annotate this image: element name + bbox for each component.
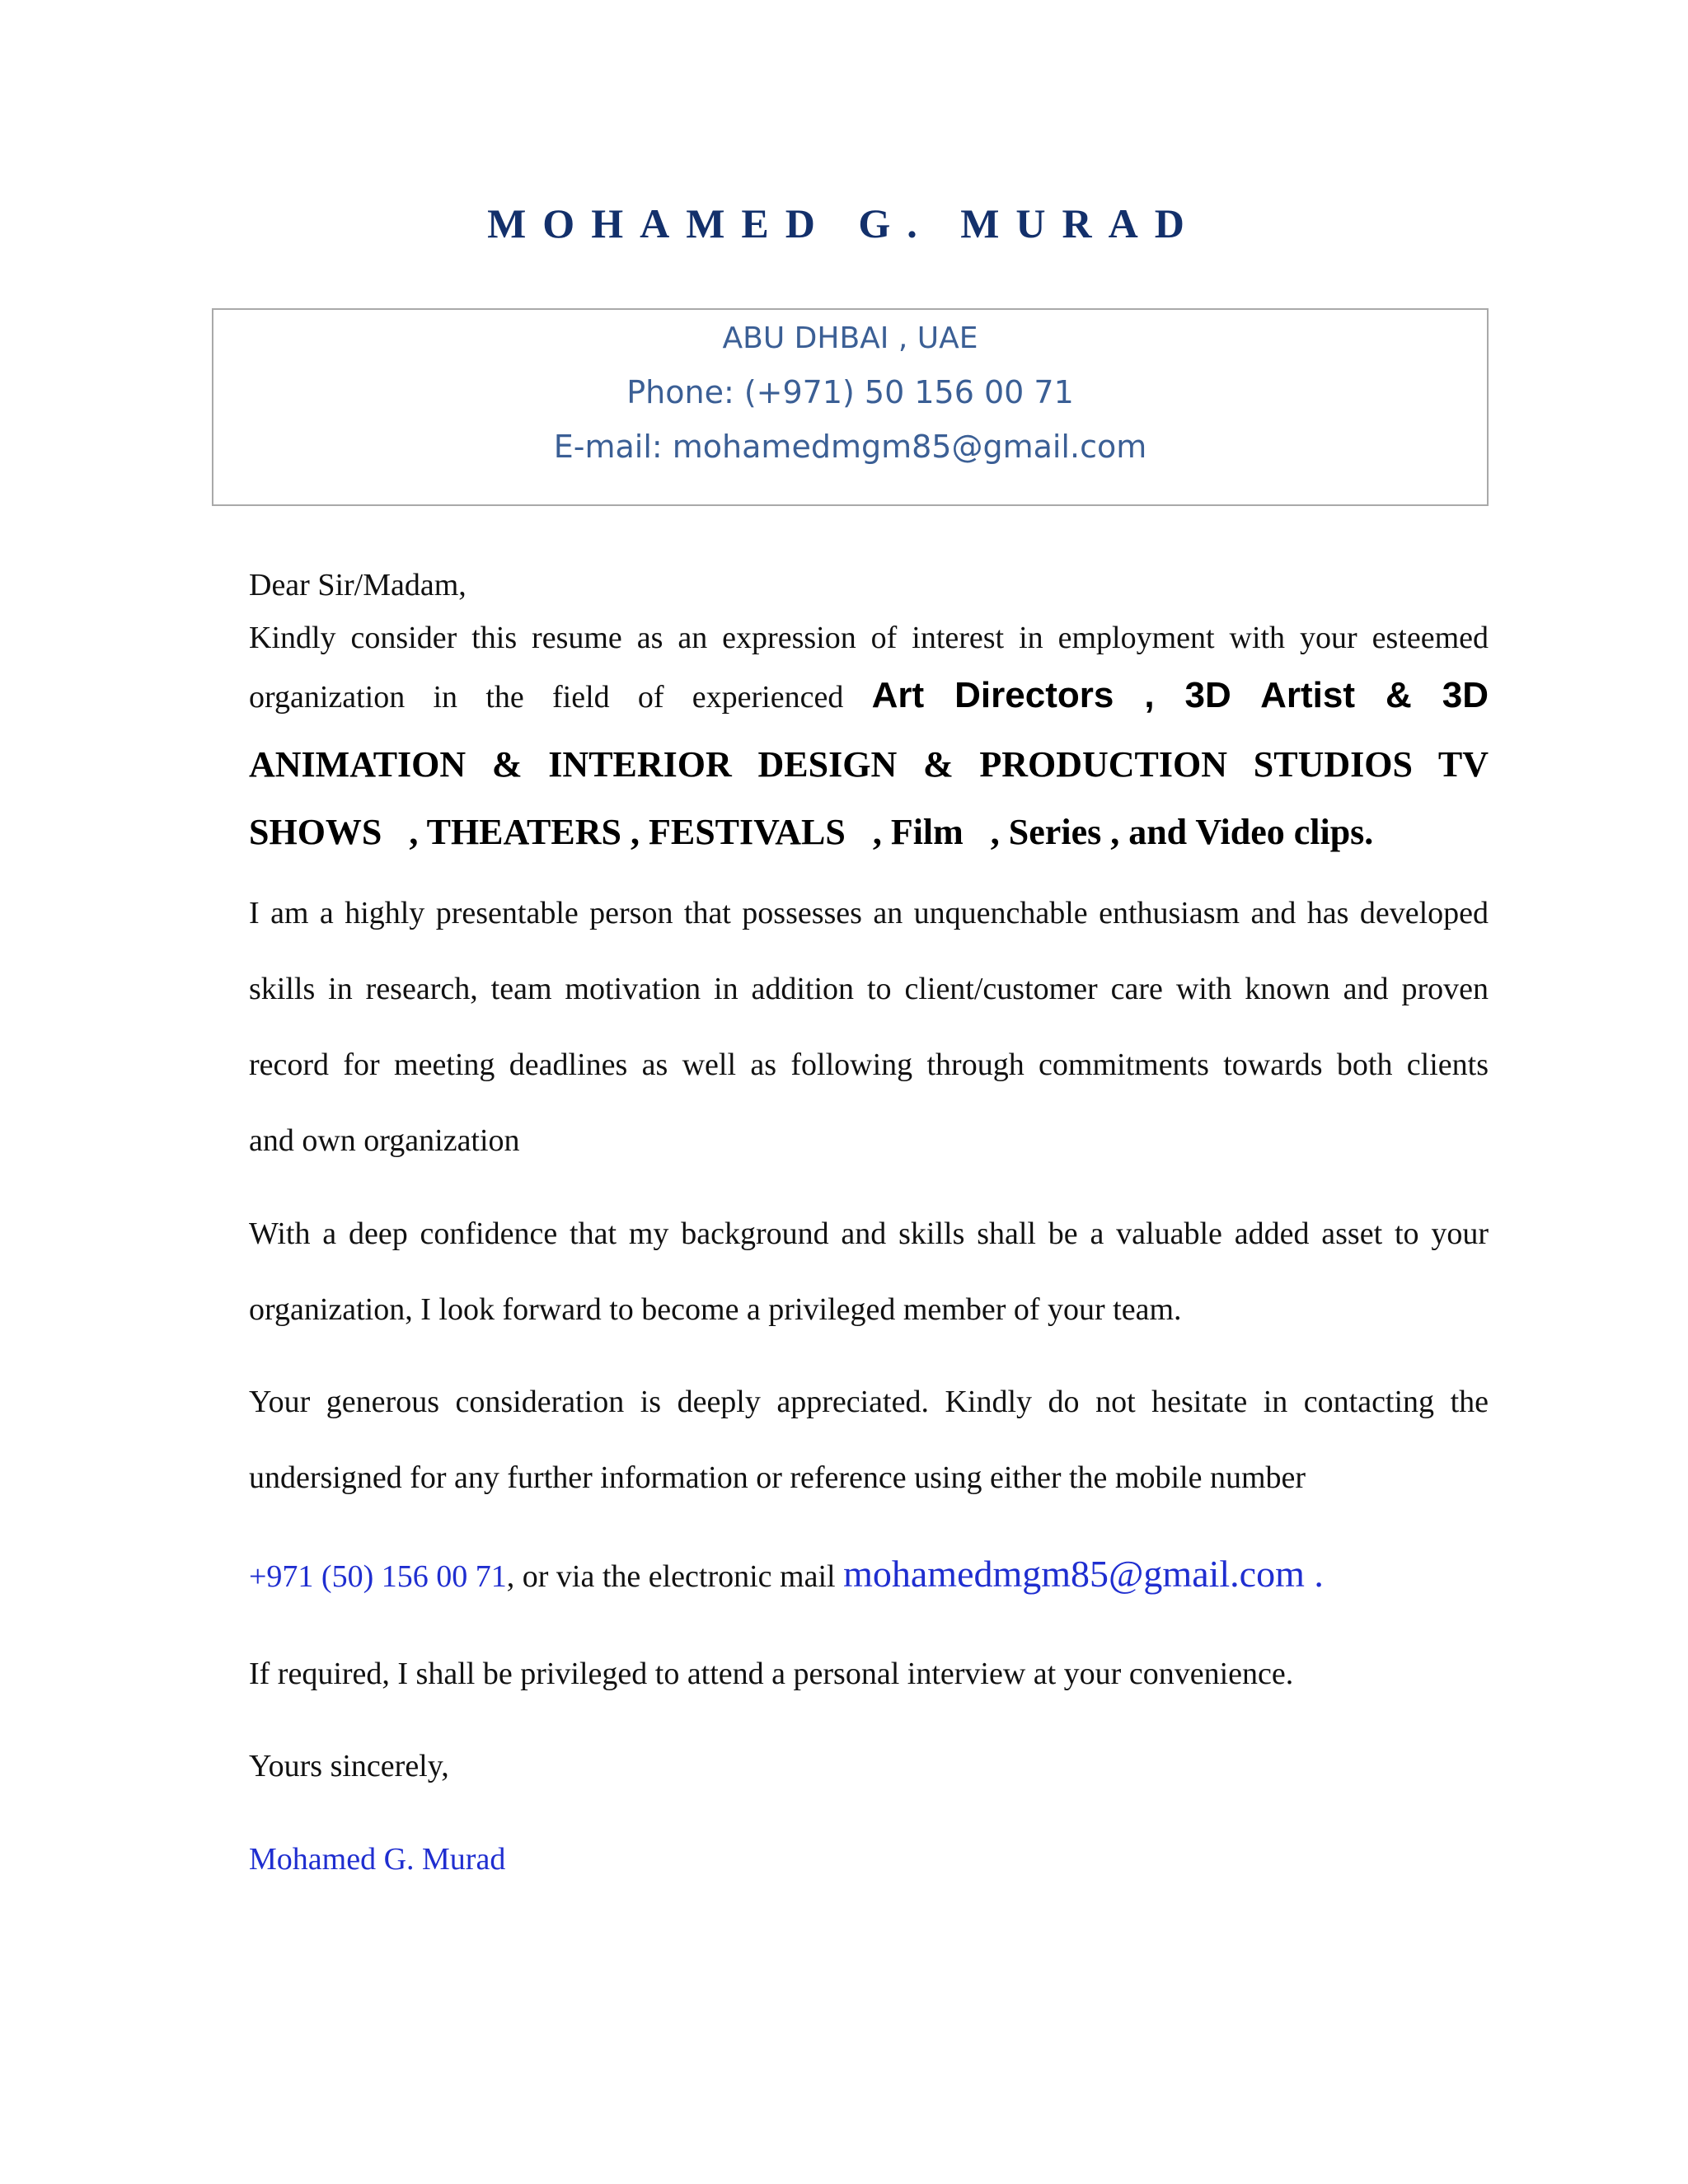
para2-line-1: I am a highly presentable person that possesses an unquenchable enthusiasm and has developed — [249, 896, 1489, 930]
contact-location: ABU DHBAI , UAE — [722, 321, 978, 355]
contact-info-box — [212, 308, 1489, 506]
contact-mid-text: , or via the electronic mail — [506, 1559, 836, 1594]
intro-line-3: ANIMATION & INTERIOR DESIGN & PRODUCTION STUDIOS TV — [249, 744, 1489, 785]
intro-line-2-plain: organization in the field of experienced — [249, 680, 844, 715]
closing: Yours sincerely, — [249, 1749, 449, 1783]
salutation: Dear Sir/Madam, — [249, 568, 467, 602]
email-link[interactable]: mohamedmgm85@gmail.com . — [843, 1553, 1324, 1595]
phone-link[interactable]: +971 (50) 156 00 71 — [249, 1559, 507, 1594]
para4-line-2: undersigned for any further information or reference using either the mobile number — [249, 1460, 1306, 1495]
para2-line-2: skills in research, team motivation in addition to client/customer care with known and proven — [249, 972, 1489, 1006]
intro-line-2 — [249, 676, 1489, 717]
para3-line-2: organization, I look forward to become a privileged member of your team. — [249, 1292, 1182, 1327]
contact-line — [249, 1554, 1489, 1596]
para4-line-1: Your generous consideration is deeply appreciated. Kindly do not hesitate in contacting the — [249, 1385, 1489, 1419]
para3-line-1: With a deep confidence that my background and skills shall be a valuable added asset to your — [249, 1216, 1489, 1251]
para5: If required, I shall be privileged to attend a personal interview at your convenience. — [249, 1657, 1294, 1691]
author-name-heading: MOHAMED G. MURAD — [487, 200, 1201, 246]
para2-line-3: record for meeting deadlines as well as following through commitments towards both clients — [249, 1047, 1489, 1082]
intro-line-4: SHOWS , THEATERS , FESTIVALS , Film , Series , and Video clips. — [249, 812, 1374, 852]
contact-email: E-mail: mohamedmgm85@gmail.com — [553, 429, 1147, 465]
intro-line-1: Kindly consider this resume as an expression of interest in employment with your esteemed — [249, 621, 1489, 655]
contact-phone: Phone: (+971) 50 156 00 71 — [626, 374, 1074, 410]
para2-line-4: and own organization — [249, 1123, 520, 1158]
intro-line-2-bold: Art Directors , 3D Artist & 3D — [871, 675, 1489, 715]
signature-name: Mohamed G. Murad — [249, 1842, 506, 1877]
